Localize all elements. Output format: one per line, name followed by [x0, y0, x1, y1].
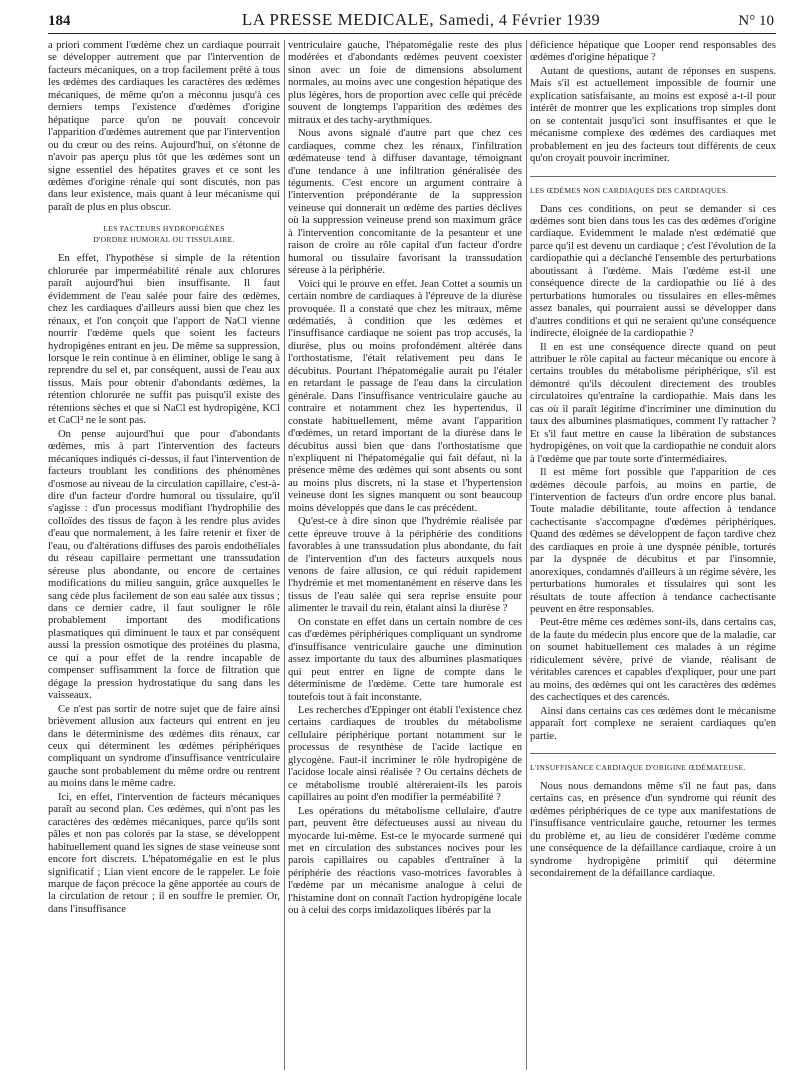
paragraph: Les recherches d'Eppinger ont établi l'existence chez certains cardiaques de troubles du métabolisme cellulaire périphérique portant notamment sur le processus de resynthèse de l'acide lactique en glycogène. Faut-il incriminer le rôle hydropigène de l'acidose locale ainsi réalisée ? Ou certains déchets de ce métabolisme troublé altéreraient-ils les parois capillaires au point d'en modifier la perméabilité ?: [288, 705, 522, 804]
paragraph: Qu'est-ce à dire sinon que l'hydrémie réalisée par cette épreuve trouve à la périphérie des conditions favorables à une transsudation plus abondante, du fait de l'intervention d'un des facteurs auxquels nous venons de faire allusion, ce qui réduit rapidement l'hydrémie et met momentanément en réserve dans les tissus de l'eau salée qui sera reprise ensuite pour alimenter le travail du rein, étalant ainsi la diurèse ?: [288, 516, 522, 615]
page-number: 184: [48, 13, 71, 29]
section-heading: LES ŒDÈMES NON CARDIAQUES DES CARDIAQUES.: [530, 176, 776, 196]
paragraph: Il est même fort possible que l'apparition de ces œdèmes découle parfois, au moins en partie, de l'intervention de facteurs d'un ordre encore plus banal. Toute maladie débilitante, toute affection à tendance cachectisante s'accompagne d'œdèmes périphériques. Quand des œdèmes se développent de façon tardive chez des cardiaques en proie à une dyspnée pénible, torturés par la dyspnée de décubitus et par l'insomnie, anorexiques, condamnés d'ailleurs à un régime sévère, les perturbations humorales et tissulaires qui sont les résultats de toute affection à tendance cachectisante peuvent en être responsables.: [530, 467, 776, 616]
section-heading-line: D'ORDRE HUMORAL OU TISSULAIRE.: [93, 235, 235, 245]
issue-number: N° 10: [738, 13, 774, 29]
issue-date: Samedi, 4 Février 1939: [438, 12, 601, 29]
paragraph: Autant de questions, autant de réponses en suspens. Mais s'il est actuellement impossible de fournir une explication satisfaisante, au moins est exposé a-t-il pour intérêt de montrer que les explications trop simples dont on se contentait jusqu'ici sont insuffisantes et que le mécanisme complexe des œdèmes des cardiaques met probablement en jeu des facteurs tout différents de ceux qu'on croyait pouvoir incriminer.: [530, 65, 776, 165]
journal-title: [108, 10, 704, 30]
paragraph: Il en est une conséquence directe quand on peut attribuer le rôle capital au facteur mécanique ou encore à certains troubles du métabolisme périphérique, s'il est démontré qu'ils découlent directement des troubles circulatoires qu'entraîne la cardiopathie. Mais dans les cas où il paraît légitime d'incriminer une diminution du taux des albumines plasmatiques, comment l'y rattacher ? Et s'il faut mettre en cause la libération de substances hydropigènes, on voit que la cardiopathie ne conduit alors à l'œdème que par toute sorte d'intermédiaires.: [530, 341, 776, 465]
paragraph: déficience hépatique que Looper rend responsables des œdèmes d'origine hépatique ?: [530, 40, 776, 64]
paragraph: Les opérations du métabolisme cellulaire, d'autre part, peuvent être défectueuses aussi au niveau du myocarde lui-même. Est-ce le myocarde surmené qui met en circulation des substances nocives pour les parois capillaires ou capables d'entraîner à la périphérie des réactions vaso-motrices favorables à l'œdème par un mécanisme analogue à celui de l'histamine dont on connaît l'action hydropigène locale ou à celui des corps imidazoliques libérés par la: [288, 805, 522, 917]
paragraph: Nous nous demandons même s'il ne faut pas, dans certains cas, en présence d'un syndrome qui réunit des œdèmes périphériques de ce type aux manifestations de l'insuffisance ventriculaire gauche, retourner les termes du problème et, au lieu de considérer l'œdème comme une conséquence de la défaillance cardiaque, croire à un syndrome hydropigène primitif qui détermine secondairement de la défaillance cardiaque.: [530, 781, 776, 880]
paragraph: Ici, en effet, l'intervention de facteurs mécaniques paraît au second plan. Ces œdèmes, qui n'ont pas les caractères des œdèmes mécaniques, parce qu'ils sont pâles et non pas colorés par la stase, se développent habituellement quand les signes de stase veineuse sont encore fort discrets. L'hépatomégalie en est le plus significatif ; Lian vient encore de le rappeler. Le foie marque de façon précoce la gêne apportée au cours de la circulation de retour ; il en souffre le premier. Or, dans l'insuffisance: [48, 791, 280, 915]
header-rule: [48, 33, 776, 34]
column-2: [288, 40, 522, 1076]
paragraph: On pense aujourd'hui que pour d'abondants œdèmes, mis à part l'intervention des facteurs mécaniques indiqués ci-dessus, il faut l'intervention de facteurs troublant les conditions des phénomènes d'osmose au niveau de la circulation capillaire, c'est-à-dire d'un facteur d'ordre humoral ou tissulaire, qu'il s'agisse : d'un processus modifiant l'hydrophilie des colloïdes des tissus de façon à les rendre plus avides d'eau que normalement, à les faire retenir et fixer de l'eau, ou d'altérations diffuses des parois endothéliales du réseau capillaire permettant une transsudation séreuse plus abondante, ou encore de certaines modifications du milieu sanguin, grâce auxquelles le sang cède plus facilement de son eau salée aux tissus ; dans ce dernier cadre, il faut souligner le rôle probablement important des modifications plasmatiques qui diminuent le taux et par conséquent aussi la pression osmotique des protéines du plasma, ce qui a pour effet de la rendre incapable de compenser suffisamment la force de filtration que dégage la pression hydrostatique du sang dans les vaisseaux.: [48, 428, 280, 702]
section-heading: [48, 223, 280, 245]
paragraph: a priori comment l'œdème chez un cardiaque pourrait se développer autrement que par l'intervention de facteurs mécaniques, on a trop facilement prêté à tous les œdèmes des cardiaques les caractères des œdèmes mécaniques, de même qu'on a méconnu jusqu'à ces derniers temps l'existence d'œdèmes d'origine hépatique parce qu'on ne pouvait concevoir l'apparition d'œdèmes autrement que par l'intervention ou du cœur ou des reins. Aujourd'hui, on s'étonne de n'avoir pas aperçu plus tôt que les œdèmes sont un signe essentiel des hépatites graves et ce sont les œdèmes d'origine rénale qui sont discutés, non pas dans leur existence, mais quant à leur mécanisme qui paraît de plus en plus obscur.: [48, 40, 280, 213]
column-divider: [526, 40, 527, 1070]
paragraph: Ce n'est pas sortir de notre sujet que de faire ainsi brièvement allusion aux facteurs qui entrent en jeu dans le déterminisme des œdèmes dits rénaux, car ceux qui déterminent les œdèmes périphériques compliquant un syndrome d'insuffisance ventriculaire gauche sont probablement du même ordre ou rentrent au moins dans le même cadre.: [48, 703, 280, 790]
paragraph: Dans ces conditions, on peut se demander si ces œdèmes sont bien dans tous les cas des œdèmes d'origine cardiaque. Evidemment le malade n'est œdématié que parce qu'il est devenu un cardiaque ; c'est l'évolution de la cardiopathie qui a déclanché l'ensemble des perturbations aboutissant à l'œdème. Mais l'œdème est-il une conséquence directe de la cardiopathie ou lié à des perturbations humorales ou tissulaires en elles-mêmes assez banales, qui pourraient aussi se développer dans d'autres conditions et qui ne seraient qu'une conséquence indirecte, éloignée de la cardiopathie ?: [530, 203, 776, 340]
paragraph: Peut-être même ces œdèmes sont-ils, dans certains cas, de la faute du médecin plus encore que de la maladie, car on soumet habituellement ces malades à un régime ridiculement sévère, privé de viande, réalisant de véritables carences et capables d'expliquer, pour une part au moins, des œdèmes qui ont les caractères des œdèmes des cachectiques et des carencés.: [530, 617, 776, 704]
column-divider: [284, 40, 285, 1070]
journal-name: LA PRESSE MEDICALE,: [241, 10, 435, 29]
column-3: [530, 40, 776, 1076]
paragraph: ventriculaire gauche, l'hépatomégalie reste des plus modérées et d'abondants œdèmes peuvent coexister sinon avec un foie de dimensions absolument normales, au moins avec une congestion hépatique des plus légères, hors de proportion avec celle qui précède souvent de longtemps l'apparition des œdèmes des mitraux et des tachy-arythmiques.: [288, 40, 522, 126]
paragraph: Voici qui le prouve en effet. Jean Cottet a soumis un certain nombre de cardiaques à l'épreuve de la diurèse provoquée. Il a constaté que chez les mitraux, même œdématiés, à condition que les œdèmes et l'insuffisance cardiaque ne soient pas trop accusés, la diurèse, plus ou moins profondément altérée dans l'orthostatisme, l'était relativement peu dans le décubitus. Pourtant l'hépatomégalie aurait pu l'étaler en retardant le passage de l'eau dans la circulation générale. Dans l'insuffisance ventriculaire gauche au contraire et notamment chez les hypertendus, il constate habituellement, même avant l'apparition d'œdèmes, un retard important de la diurèse dans le décubitus aussi bien que dans l'orthostatisme que n'expliquent ni l'hépatomégalie qui fait défaut, ni la présence même des œdèmes qui sont absents ou sont au moins plus discrets, ni la stase et l'hypertension veineuse dont les signes manquent ou sont beaucoup moins développés que dans le cas précédent.: [288, 278, 522, 514]
column-1: [48, 40, 280, 1076]
page-header: [48, 8, 774, 30]
paragraph: On constate en effet dans un certain nombre de ces cas d'œdèmes périphériques compliquant un syndrome d'insuffisance ventriculaire gauche une diminution assez importante du taux des albumines plasmatiques qui peut entrer en ligne de compte dans le déterminisme de l'œdème. Cette tare humorale est toutefois tout à fait inconstante.: [288, 616, 522, 703]
paragraph: Nous avons signalé d'autre part que chez ces cardiaques, comme chez les rénaux, l'infiltration œdémateuse tend à diffuser davantage, témoignant d'une tendance à une infiltration généralisée des téguments. C'est encore un argument contraire à l'intervention prépondérante de la suppression veineuse qui donnerait un œdème des parties déclives où la suppression veineuse prend son maximum grâce à l'intervention concomitante de la pesanteur et une raison de croire au rôle capital d'un facteur d'ordre humoral ou tissulaire favorisant la transsudation séreuse à la périphérie.: [288, 128, 522, 277]
paragraph: Ainsi dans certains cas ces œdèmes dont le mécanisme apparaît fort complexe ne seraient cardiaques qu'en partie.: [530, 705, 776, 742]
section-heading: L'INSUFFISANCE CARDIAQUE D'ORIGINE ŒDÉMATEUSE.: [530, 753, 776, 773]
paragraph: En effet, l'hypothèse si simple de la rétention chlorurée par imperméabilité rénale aux chlorures paraît aujourd'hui bien insuffisante. Il faut évidemment de l'eau salée pour faire des œdèmes, chez les cardiaques d'ailleurs aussi bien que chez les rénaux, et l'on conçoit que l'apport de NaCl vienne nourrir l'œdème quels que soient les facteurs hydropigènes entrant en jeu. De même sa suppression, lorsque le rein continue à en éliminer, oblige le sang à reprendre du sel et, par conséquent, aussi de l'eau aux tissus. Mais pour obtenir d'abondants œdèmes, la rétention chlorurée ne suffit pas puisqu'il existe des rétentions sèches et que si NaCl est hydropigène, KCl et CaCl² ne le sont pas.: [48, 253, 280, 427]
section-heading-line: LES FACTEURS HYDROPIGÈNES: [103, 224, 225, 234]
